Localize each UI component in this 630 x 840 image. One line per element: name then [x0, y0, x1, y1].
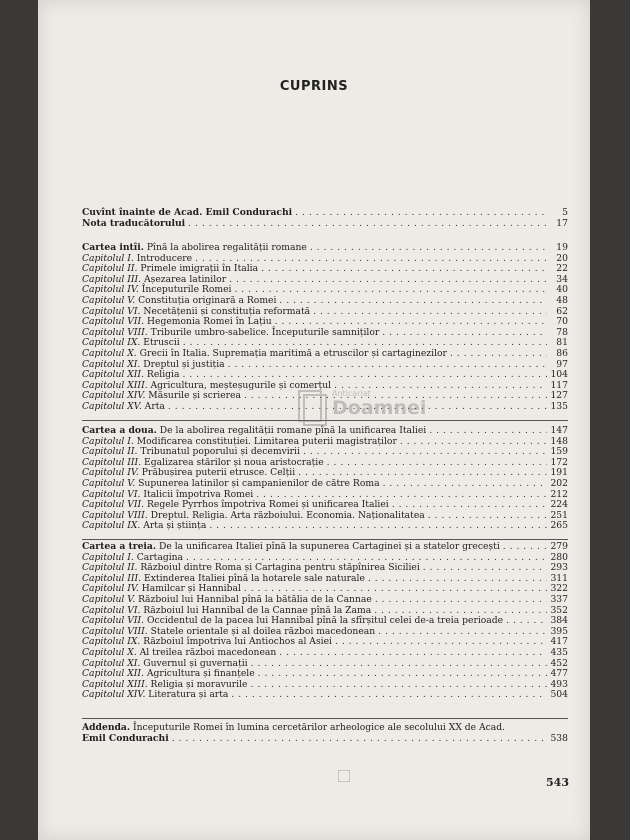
toc-page-number: 452 [550, 657, 568, 669]
leader-dots [295, 208, 547, 219]
leader-dots [503, 542, 547, 553]
leader-dots [251, 680, 548, 691]
chapter-title: Primele imigrații în Italia [137, 263, 259, 275]
toc-page-number: 172 [550, 456, 568, 468]
chapter-label: Capitolul XI. [82, 358, 141, 370]
chapter-label: Capitolul V. [82, 477, 136, 489]
chapter-label: Capitolul XII. [82, 369, 144, 381]
toc-page-number: 86 [556, 347, 568, 359]
book2-heading-text: De la abolirea regalității romane pînă la unificarea Italiei [156, 425, 427, 436]
leader-dots [234, 285, 547, 296]
leader-dots [209, 521, 547, 532]
book1-heading-label: Cartea intîi. [82, 242, 144, 253]
chapter-label: Capitolul XI. [82, 657, 141, 669]
chapter-label: Capitolul IX. [82, 337, 141, 349]
leader-dots [383, 479, 547, 490]
chapter-title: Guvernul și guvernații [140, 657, 248, 669]
toc-page-number: 352 [550, 604, 568, 616]
book-page [38, 0, 590, 840]
toc-page-number: 265 [550, 520, 568, 532]
chapter-title: Etruscii [140, 337, 180, 349]
chapter-title: Italicii împotriva Romei [140, 488, 254, 500]
toc-page-number: 202 [550, 477, 568, 489]
toc-page-number: 435 [550, 646, 568, 658]
toc-page-number: 417 [550, 636, 568, 648]
leader-dots [368, 574, 547, 585]
toc-page-number: 70 [556, 316, 568, 328]
chapter-label: Capitolul XV. [82, 400, 142, 412]
chapter-title: Războiul lui Hannibal pînă la bătălia de la Cannae [135, 593, 372, 605]
book2-heading-label: Cartea a doua. [82, 425, 157, 436]
chapter-label: Capitolul IX. [82, 636, 141, 648]
toc-page-number: 322 [550, 583, 568, 595]
chapter-title: Hegemonia Romei în Lațiu [144, 316, 272, 328]
leader-dots [258, 669, 547, 680]
book2-section [82, 426, 568, 532]
chapter-label: Capitolul II. [82, 263, 138, 275]
chapter-label: Capitolul V. [82, 294, 136, 306]
book2-heading-page: 147 [550, 425, 568, 436]
chapter-label: Capitolul IV. [82, 284, 139, 296]
book3-heading-page: 279 [550, 541, 568, 552]
chapter-title: Războiul lui Hannibal de la Cannae pînă la Zama [140, 604, 372, 616]
chapter-title: Introducere [133, 252, 193, 264]
toc-page-number: 251 [550, 509, 568, 521]
addenda-text: Începuturile Romei în lumina cercetărilor arheologice ale secolului XX de Acad. [130, 722, 506, 734]
toc-page-number: 384 [550, 615, 568, 627]
toc-page-number: 395 [550, 625, 568, 637]
toc-page-number: 97 [556, 358, 568, 370]
chapter-title: Agricultura și finanțele [143, 668, 255, 680]
page-number: 543 [546, 776, 569, 789]
leader-dots [310, 243, 547, 254]
leader-dots [327, 458, 547, 469]
chapter-title: Dreptul și justiția [140, 358, 225, 370]
toc-page-number: 191 [550, 467, 568, 479]
chapter-title: Prăbușirea puterii etrusce. Celții [138, 467, 296, 479]
toc-page-number: 504 [550, 689, 568, 701]
toc-page-number: 224 [550, 499, 568, 511]
toc-page-number: 280 [550, 551, 568, 563]
toc-page-number: 81 [556, 337, 568, 349]
chapter-title: Religia [143, 369, 180, 381]
book1-heading-text: Pînă la abolirea regalității romane [143, 242, 307, 253]
toc-page-number: 148 [550, 435, 568, 447]
leader-dots [303, 447, 547, 458]
chapter-title: Egalizarea stărilor și noua aristocrație [141, 456, 324, 468]
toc-page-number: 337 [550, 593, 568, 605]
chapter-title: Occidentul de la pacea lui Hannibal pînă la sfîrșitul celei de-a treia perioade [144, 615, 504, 627]
toc-entry-text: Cuvînt înainte de Acad. Emil Condurachi [82, 207, 293, 218]
chapter-label: Capitolul VI. [82, 604, 141, 616]
chapter-title: Al treilea război macedonean [136, 646, 277, 658]
chapter-label: Capitolul II. [82, 446, 138, 458]
toc-page-number: 62 [556, 305, 568, 317]
leader-dots [231, 690, 547, 701]
chapter-title: Statele orientale și al doilea război macedonean [147, 625, 376, 637]
addenda-line2 [82, 734, 568, 745]
page-title: CUPRINS [279, 79, 349, 94]
toc-entry [82, 219, 568, 230]
chapter-label: Capitolul VI. [82, 305, 141, 317]
book3-heading-label: Cartea a treia. [82, 541, 157, 552]
toc-page-number: 212 [550, 488, 568, 500]
chapter-title: Necetățenii și constituția reformată [140, 305, 311, 317]
chapter-label: Capitolul VII. [82, 499, 145, 511]
leader-dots [382, 328, 547, 339]
addenda-page: 538 [550, 733, 568, 745]
toc-page-number: 48 [556, 294, 568, 306]
chapter-label: Capitolul XIII. [82, 379, 148, 391]
toc-entry-text: Nota traducătorului [82, 217, 186, 229]
chapter-title: Începuturile Romei [138, 284, 232, 296]
leader-dots [428, 511, 547, 522]
chapter-title: Războiul dintre Roma și Cartagina pentru stăpînirea Siciliei [137, 562, 420, 574]
section-divider [82, 718, 568, 719]
leader-dots [279, 648, 547, 659]
chapter-title: Războiul împotriva lui Antiochos al Asiei [140, 636, 332, 648]
chapter-title: Măsurile și scrierea [145, 390, 241, 402]
leader-dots [229, 275, 547, 286]
toc-page-number: 20 [556, 252, 568, 264]
chapter-title: Triburile umbro-sabelice. Începuturile samniților [147, 326, 380, 338]
leader-dots [261, 264, 547, 275]
leader-dots [375, 595, 547, 606]
addenda-line1 [82, 723, 568, 734]
book1-heading-page: 19 [556, 242, 568, 253]
leader-dots [335, 637, 547, 648]
chapter-title: Agricultura, meșteșugurile și comerțul [147, 379, 332, 391]
chapter-title: Literatura și arta [145, 689, 229, 701]
chapter-title: Arta [141, 400, 165, 412]
chapter-label: Capitolul IV. [82, 583, 139, 595]
toc-page-number: 127 [550, 390, 568, 402]
chapter-label: Capitolul I. [82, 435, 134, 447]
toc-page-number: 17 [556, 217, 568, 229]
book3-section [82, 542, 568, 701]
chapter-entry [82, 690, 568, 701]
leader-dots [313, 307, 547, 318]
chapter-label: Capitolul III. [82, 572, 142, 584]
section-divider [82, 539, 568, 540]
chapter-label: Capitolul I. [82, 252, 134, 264]
watermark [296, 387, 427, 433]
chapter-label: Capitolul V. [82, 593, 136, 605]
chapter-label: Capitolul VIII. [82, 625, 148, 637]
toc-page-number: 40 [556, 284, 568, 296]
leader-dots [251, 659, 547, 670]
chapter-title: Extinderea Italiei pînă la hotarele sale naturale [141, 572, 365, 584]
chapter-label: Capitolul VII. [82, 615, 145, 627]
chapter-title: Hamilcar și Hannibal [138, 583, 241, 595]
chapter-label: Capitolul VI. [82, 488, 141, 500]
toc-page-number: 117 [550, 379, 568, 391]
chapter-label: Capitolul I. [82, 551, 134, 563]
front-matter-list [82, 208, 568, 229]
toc-page-number: 159 [550, 446, 568, 458]
toc-page-number: 135 [550, 400, 568, 412]
book3-heading-text: De la unificarea Italiei pînă la supunerea Cartaginei și a statelor grecești [156, 541, 500, 552]
leader-dots [423, 563, 547, 574]
toc-page-number: 78 [556, 326, 568, 338]
toc-page-number: 22 [556, 263, 568, 275]
chapter-entry [82, 521, 568, 532]
chapter-label: Capitolul XIII. [82, 678, 148, 690]
leader-dots [188, 219, 547, 230]
leader-dots [378, 627, 547, 638]
chapter-title: Arta și știința [140, 520, 207, 532]
book3-chapter-list [82, 553, 568, 701]
chapter-title: Dreptul. Religia. Arta războiului. Economia. Naționalitatea [147, 509, 425, 521]
toc-page-number: 311 [550, 572, 568, 584]
toc-page-number: 293 [550, 562, 568, 574]
chapter-label: Capitolul XIV. [82, 689, 146, 701]
chapter-title: Regele Pyrrhos împotriva Romei și unificarea Italiei [144, 499, 389, 511]
stamp-icon [338, 770, 350, 782]
chapter-title: Cartagina [133, 551, 184, 563]
chapter-title: Grecii în Italia. Supremația maritimă a etruscilor și cartaginezilor [136, 347, 447, 359]
chapter-label: Capitolul VIII. [82, 509, 148, 521]
toc-page-number: 34 [556, 273, 568, 285]
leader-dots [506, 616, 547, 627]
chapter-label: Capitolul XIV. [82, 390, 146, 402]
chapter-label: Capitolul VII. [82, 316, 145, 328]
chapter-label: Capitolul VIII. [82, 326, 148, 338]
chapter-title: Supunerea latinilor și campanienilor de către Roma [135, 477, 380, 489]
chapter-title: Tribunatul poporului și decemvirii [137, 446, 300, 458]
chapter-label: Capitolul X. [82, 646, 137, 658]
addenda-section [82, 723, 568, 745]
book2-chapter-list [82, 437, 568, 532]
leader-dots [279, 296, 547, 307]
leader-dots [450, 349, 547, 360]
watermark-small-text: Anticariat [332, 389, 371, 398]
chapter-title: Religia și moravurile [147, 678, 248, 690]
toc-page-number: 104 [550, 369, 568, 381]
chapter-label: Capitolul IX. [82, 520, 141, 532]
toc-page-number: 5 [562, 207, 568, 218]
toc-page-number: 477 [550, 668, 568, 680]
chapter-label: Capitolul III. [82, 273, 142, 285]
watermark-logo-icon [296, 387, 328, 427]
chapter-title: Așezarea latinilor [141, 273, 227, 285]
chapter-title: Modificarea constituției. Limitarea puterii magistraților [133, 435, 397, 447]
chapter-label: Capitolul X. [82, 347, 137, 359]
leader-dots [172, 734, 547, 745]
chapter-label: Capitolul II. [82, 562, 138, 574]
addenda-label: Addenda. [82, 722, 131, 734]
leader-dots [400, 437, 547, 448]
chapter-label: Capitolul IV. [82, 467, 139, 479]
chapter-label: Capitolul XII. [82, 668, 144, 680]
leader-dots [228, 360, 547, 371]
chapter-title: Constituția originară a Romei [135, 294, 277, 306]
leader-dots [429, 426, 547, 437]
watermark-brand: Doamnei [332, 397, 427, 419]
addenda-author: Emil Condurachi [82, 733, 169, 745]
chapter-label: Capitolul III. [82, 456, 142, 468]
toc-page-number: 493 [550, 678, 568, 690]
